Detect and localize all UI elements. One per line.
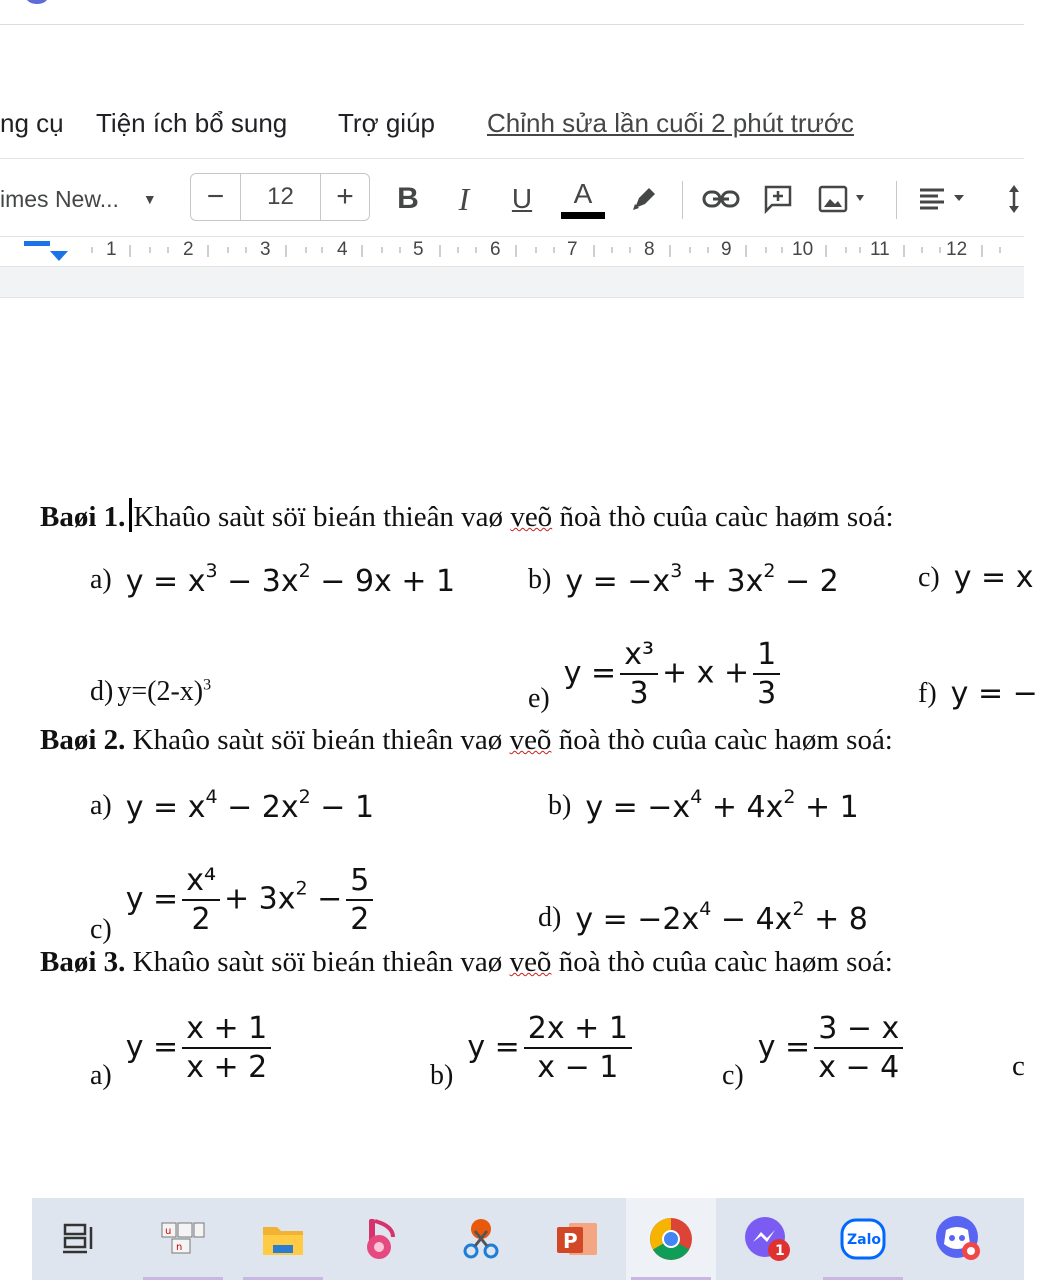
windows-taskbar	[0, 1198, 1024, 1280]
zalo-icon[interactable]	[838, 1214, 888, 1264]
text-color-button[interactable]	[560, 173, 606, 223]
item-label: c)	[918, 561, 940, 593]
docs-menubar	[0, 100, 1024, 150]
insert-link-icon[interactable]	[698, 181, 744, 217]
item-label: b)	[528, 563, 552, 595]
formula: y = $\frac{x + 1}{x + 2}$	[126, 1012, 276, 1084]
snipping-tool-icon[interactable]	[456, 1214, 506, 1264]
ruler-numbers	[0, 239, 1024, 263]
exercise-1a	[90, 560, 455, 599]
ruler-number: 9	[721, 239, 732, 260]
menu-tools[interactable]: ng cụ	[0, 108, 64, 138]
item-label: a)	[90, 789, 112, 821]
exercise-3-text-end: ñoà thò cuûa caùc haøm soá:	[551, 946, 893, 978]
align-icon[interactable]	[914, 181, 974, 217]
horizontal-ruler	[0, 236, 1024, 266]
italic-button[interactable]: I	[458, 180, 470, 217]
exercise-1d	[90, 676, 225, 708]
spell-error-word[interactable]: veõ	[510, 501, 553, 533]
chrome-icon[interactable]	[646, 1214, 696, 1264]
font-family-value: imes New...	[0, 185, 119, 212]
formula: $y = -2x^4 - 4x^2 + 8$	[575, 898, 868, 937]
formula: $y=(2-x)^3$	[117, 676, 212, 707]
taskbar-left-edge	[0, 1198, 32, 1280]
item-label: a)	[90, 1060, 112, 1091]
ruler-number: 11	[870, 239, 890, 260]
exercise-3-text-start: Khaûo saùt söï bieán thieân vaø	[132, 946, 510, 978]
formula: $y = -x^4 + 4x^2 + 1$	[585, 786, 859, 825]
text-color-letter: A	[573, 177, 593, 209]
exercise-1-heading	[40, 498, 894, 534]
exercise-2b	[548, 786, 859, 825]
highlight-pen-icon[interactable]	[624, 181, 664, 217]
text-color-swatch	[561, 212, 605, 219]
ruler-number: 10	[792, 239, 814, 260]
exercise-1-text-start: Khaûo saùt söï bieán thieân vaø	[133, 501, 511, 533]
ruler-number: 8	[644, 239, 655, 260]
document-page[interactable]	[0, 298, 1038, 1198]
tab-indicator	[26, 0, 48, 4]
menu-help[interactable]: Trợ giúp	[338, 108, 436, 138]
ruler-number: 4	[337, 239, 348, 260]
music-app-icon[interactable]	[358, 1214, 408, 1264]
browser-top-strip	[0, 0, 1024, 25]
increase-font-size-button[interactable]: +	[336, 180, 354, 213]
formula: y = $\frac{2x + 1}{x - 1}$	[467, 1012, 636, 1084]
exercise-2d	[538, 898, 868, 937]
ruler-number: 3	[260, 239, 271, 260]
toolbar-divider	[682, 181, 683, 219]
exercise-3-heading	[40, 946, 893, 979]
unikey-icon[interactable]	[158, 1214, 208, 1264]
exercise-2c	[90, 854, 377, 946]
exercise-2-heading	[40, 724, 893, 757]
exercise-1-number: Baøi 1.	[40, 501, 126, 533]
powerpoint-icon[interactable]	[552, 1214, 602, 1264]
exercise-1f	[918, 676, 1038, 711]
line-spacing-icon[interactable]	[1004, 181, 1024, 217]
font-family-select[interactable]	[0, 179, 175, 219]
exercise-2-text-start: Khaûo saùt söï bieán thieân vaø	[132, 724, 510, 756]
exercise-1e	[528, 633, 784, 715]
svg-text:u: u	[165, 1226, 172, 1237]
text-cursor	[129, 498, 132, 532]
task-view-icon[interactable]	[52, 1214, 102, 1264]
exercise-3c	[722, 1004, 907, 1092]
last-edit-link[interactable]: Chỉnh sửa lần cuối 2 phút trước	[487, 108, 854, 138]
ruler-number: 1	[106, 239, 117, 260]
formula: y = $\frac{\text{x⁴}}{2}$ + $3x^2$ − $\frac{5}{2}$	[126, 864, 378, 936]
formula: y = −	[950, 676, 1038, 711]
exercise-3d-cut: c	[1012, 1050, 1025, 1082]
toolbar-divider	[896, 181, 897, 219]
item-label: b)	[548, 789, 572, 821]
exercise-2-number: Baøi 2.	[40, 724, 126, 756]
bold-button[interactable]: B	[397, 182, 419, 215]
ruler-number: 6	[490, 239, 501, 260]
ruler-number: 5	[413, 239, 424, 260]
ruler-number: 12	[946, 239, 968, 260]
underline-button[interactable]: U	[511, 183, 533, 214]
messenger-icon[interactable]	[742, 1214, 792, 1264]
formula: y = $\frac{3 - x}{x - 4}$	[758, 1012, 908, 1084]
item-label: d)	[538, 901, 562, 933]
formula: y = x	[953, 560, 1034, 595]
font-size-input[interactable]: 12	[241, 174, 321, 220]
messenger-badge-count: 1	[775, 1243, 785, 1259]
add-comment-icon[interactable]	[760, 181, 796, 217]
chevron-down-icon: ▼	[142, 191, 157, 207]
file-explorer-icon[interactable]	[258, 1214, 308, 1264]
formatting-toolbar	[0, 158, 1024, 236]
item-label: f)	[918, 677, 937, 709]
decrease-font-size-button[interactable]: −	[191, 174, 241, 220]
formula: $y = x^4 - 2x^2 - 1$	[125, 786, 375, 825]
exercise-1b	[528, 560, 839, 599]
exercise-2-text-end: ñoà thò cuûa caùc haøm soá:	[551, 724, 893, 756]
spell-error-word[interactable]: veõ	[509, 946, 552, 978]
item-label: a)	[90, 563, 112, 595]
svg-text:n: n	[176, 1242, 183, 1253]
powerpoint-letter: P	[563, 1229, 578, 1253]
item-label: b)	[430, 1060, 454, 1091]
zalo-label: Zalo	[847, 1232, 882, 1248]
item-label: d)	[90, 676, 114, 707]
menu-addons[interactable]: Tiện ích bổ sung	[96, 108, 288, 138]
item-label: c)	[90, 914, 112, 945]
exercise-3b	[430, 1004, 636, 1092]
ruler-number: 7	[567, 239, 578, 260]
insert-image-icon[interactable]	[814, 181, 874, 217]
formula: y = $\frac{\text{x³}}{3}$ + x + $\frac{1}{3}$	[564, 638, 784, 710]
ruler-number: 2	[183, 239, 194, 260]
formula: $y = -x^3 + 3x^2 - 2$	[565, 560, 839, 599]
discord-icon[interactable]	[934, 1214, 984, 1264]
item-label: e)	[528, 683, 550, 714]
exercise-3-number: Baøi 3.	[40, 946, 126, 978]
exercise-3a	[90, 1004, 275, 1092]
document-canvas-margin	[0, 266, 1024, 298]
spell-error-word[interactable]: veõ	[509, 724, 552, 756]
formula: $y = x^3 - 3x^2 - 9x + 1$	[125, 560, 456, 599]
exercise-1-text-end: ñoà thò cuûa caùc haøm soá:	[552, 501, 894, 533]
exercise-1c	[918, 560, 1033, 595]
font-size-stepper[interactable]	[190, 173, 370, 221]
item-label: c)	[722, 1060, 744, 1091]
exercise-2a	[90, 786, 374, 825]
